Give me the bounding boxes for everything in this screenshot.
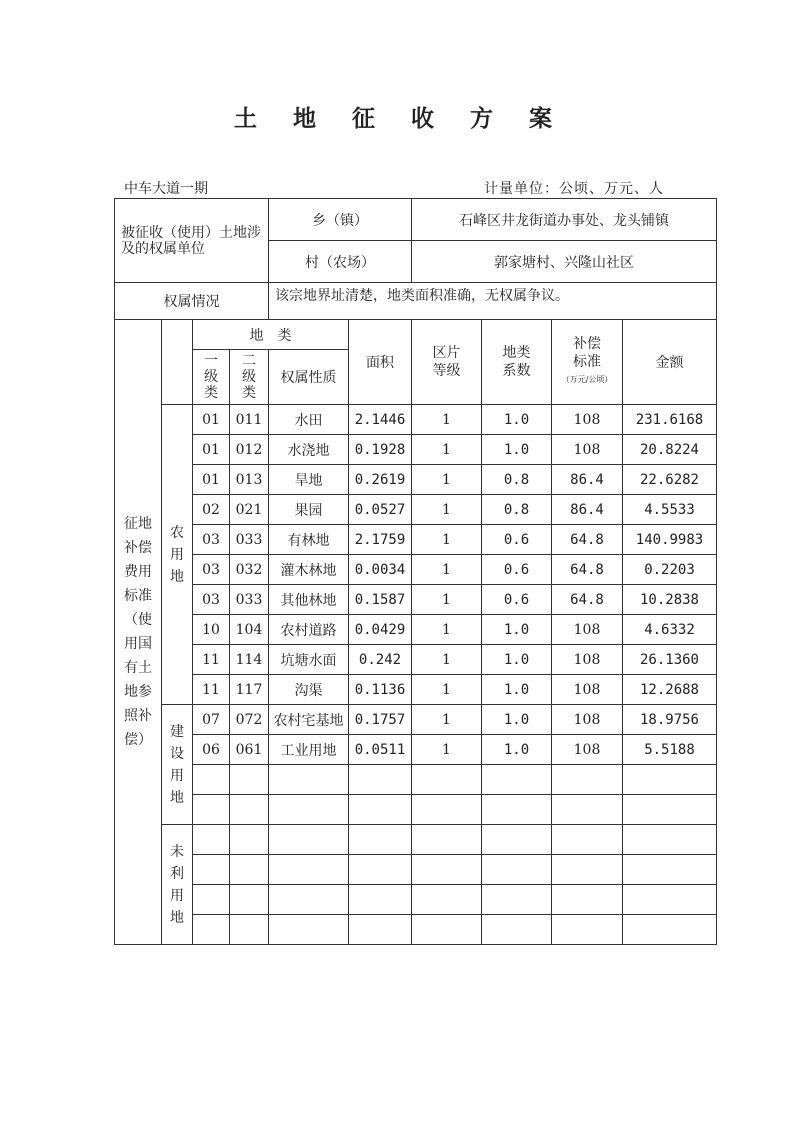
cell-amount: 4.5533 — [623, 495, 717, 525]
cell-std: 86.4 — [552, 495, 623, 525]
cell-level2: 013 — [230, 465, 269, 495]
cell-area: 0.0034 — [349, 555, 412, 585]
table-row — [115, 405, 717, 435]
empty-row — [115, 915, 717, 945]
group-char: 设 — [170, 745, 184, 762]
group-agricultural — [162, 405, 193, 705]
cell-name: 果园 — [269, 495, 349, 525]
cell-grade: 1 — [412, 615, 482, 645]
group-construction — [162, 705, 193, 825]
group-char: 地 — [170, 568, 184, 585]
document-title: 土 地 征 收 方 案 — [233, 105, 567, 132]
header-zone-grade — [412, 320, 482, 405]
cell-area: 0.2619 — [349, 465, 412, 495]
cell-area: 0.242 — [349, 645, 412, 675]
header-blank — [162, 320, 193, 405]
cell-level2: 033 — [230, 585, 269, 615]
header-coefficient — [482, 320, 552, 405]
cell-grade: 1 — [412, 645, 482, 675]
cell-coef: 0.6 — [482, 525, 552, 555]
cell-name: 工业用地 — [269, 735, 349, 765]
cell-amount: 0.2203 — [623, 555, 717, 585]
group-char: 用 — [170, 546, 184, 563]
cell-coef: 0.6 — [482, 585, 552, 615]
cell-name: 有林地 — [269, 525, 349, 555]
cell-std: 64.8 — [552, 585, 623, 615]
cell-amount: 18.9756 — [623, 705, 717, 735]
cell-std: 108 — [552, 615, 623, 645]
cell-name: 水浇地 — [269, 435, 349, 465]
table-row — [115, 645, 717, 675]
empty-row — [115, 855, 717, 885]
header-text: 一 — [204, 353, 218, 369]
cell-level1: 01 — [193, 435, 230, 465]
cell-area: 0.0527 — [349, 495, 412, 525]
cell-level1: 01 — [193, 405, 230, 435]
group-char: 利 — [170, 865, 184, 882]
table-row — [115, 465, 717, 495]
group-char: 农 — [170, 524, 184, 541]
cell-name: 其他林地 — [269, 585, 349, 615]
cell-coef: 1.0 — [482, 615, 552, 645]
header-level1 — [193, 350, 230, 405]
cell-amount: 5.5188 — [623, 735, 717, 765]
header-text: 补偿 — [573, 336, 601, 352]
cell-level1: 03 — [193, 585, 230, 615]
ownership-unit-label: 被征收（使用）土地涉及的权属单位 — [115, 199, 269, 283]
cell-area: 2.1446 — [349, 405, 412, 435]
cell-coef: 0.8 — [482, 465, 552, 495]
cell-std: 108 — [552, 645, 623, 675]
section-char: 地参 — [124, 684, 152, 700]
header-text: 二 — [242, 353, 256, 369]
section-char: 有土 — [124, 660, 152, 676]
cell-level2: 033 — [230, 525, 269, 555]
header-area: 面积 — [349, 320, 412, 405]
cell-std: 86.4 — [552, 465, 623, 495]
header-standard — [552, 320, 623, 405]
group-char: 用 — [170, 887, 184, 904]
cell-grade: 1 — [412, 525, 482, 555]
cell-name: 旱地 — [269, 465, 349, 495]
group-unused — [162, 825, 193, 945]
cell-grade: 1 — [412, 465, 482, 495]
section-char: 用国 — [124, 636, 152, 652]
group-char: 未 — [170, 843, 184, 860]
cell-area: 0.0429 — [349, 615, 412, 645]
cell-level2: 117 — [230, 675, 269, 705]
group-char: 地 — [170, 909, 184, 926]
cell-area: 0.0511 — [349, 735, 412, 765]
header-text: 地类 — [502, 345, 531, 361]
cell-amount: 4.6332 — [623, 615, 717, 645]
cell-coef: 0.8 — [482, 495, 552, 525]
cell-std: 108 — [552, 675, 623, 705]
cell-level1: 10 — [193, 615, 230, 645]
empty-row — [115, 825, 717, 855]
header-unit: （万元/公顷） — [561, 375, 613, 384]
header-land-type: 地 类 — [193, 320, 349, 350]
cell-level1: 11 — [193, 645, 230, 675]
cell-grade: 1 — [412, 735, 482, 765]
cell-level1: 06 — [193, 735, 230, 765]
township-value: 石峰区井龙街道办事处、龙头铺镇 — [412, 199, 717, 241]
table-row — [115, 615, 717, 645]
cell-amount: 22.6282 — [623, 465, 717, 495]
cell-level2: 104 — [230, 615, 269, 645]
section-char: 费用 — [124, 564, 152, 580]
cell-amount: 20.8224 — [623, 435, 717, 465]
cell-level2: 012 — [230, 435, 269, 465]
cell-name: 水田 — [269, 405, 349, 435]
cell-coef: 0.6 — [482, 555, 552, 585]
township-label: 乡（镇） — [269, 199, 412, 241]
table-row — [115, 555, 717, 585]
cell-std: 108 — [552, 705, 623, 735]
unit-note: 计量单位：公顷、万元、人 — [484, 181, 664, 197]
cell-amount: 10.2838 — [623, 585, 717, 615]
cell-area: 0.1136 — [349, 675, 412, 705]
cell-area: 0.1757 — [349, 705, 412, 735]
cell-amount: 231.6168 — [623, 405, 717, 435]
section-char: （使 — [124, 612, 152, 628]
cell-amount: 140.9983 — [623, 525, 717, 555]
group-char: 地 — [170, 789, 184, 806]
ownership-status-label: 权属情况 — [115, 283, 269, 320]
cell-grade: 1 — [412, 495, 482, 525]
cell-name: 沟渠 — [269, 675, 349, 705]
village-value: 郭家塘村、兴隆山社区 — [412, 241, 717, 283]
cell-level2: 021 — [230, 495, 269, 525]
cell-level1: 01 — [193, 465, 230, 495]
cell-area: 0.1928 — [349, 435, 412, 465]
cell-level1: 03 — [193, 525, 230, 555]
cell-level2: 061 — [230, 735, 269, 765]
section-char: 照补 — [124, 708, 152, 724]
cell-coef: 1.0 — [482, 675, 552, 705]
cell-std: 108 — [552, 405, 623, 435]
project-name: 中车大道一期 — [124, 181, 208, 197]
section-char: 征地 — [124, 516, 152, 532]
cell-name: 农村宅基地 — [269, 705, 349, 735]
cell-level1: 03 — [193, 555, 230, 585]
header-text: 类 — [242, 385, 256, 401]
table-row — [115, 495, 717, 525]
cell-std: 64.8 — [552, 555, 623, 585]
empty-row — [115, 885, 717, 915]
village-label: 村（农场） — [269, 241, 412, 283]
cell-level2: 072 — [230, 705, 269, 735]
cell-grade: 1 — [412, 675, 482, 705]
cell-coef: 1.0 — [482, 735, 552, 765]
cell-grade: 1 — [412, 585, 482, 615]
table-row — [115, 435, 717, 465]
group-char: 建 — [170, 723, 184, 740]
ownership-status-value: 该宗地界址清楚，地类面积准确，无权属争议。 — [269, 283, 717, 320]
empty-row — [115, 765, 717, 795]
group-char: 用 — [170, 767, 184, 784]
cell-area: 0.1587 — [349, 585, 412, 615]
header-text: 区片 — [432, 345, 461, 361]
table-row — [115, 705, 717, 735]
cell-grade: 1 — [412, 435, 482, 465]
header-text: 类 — [204, 385, 218, 401]
cell-grade: 1 — [412, 405, 482, 435]
cell-level2: 011 — [230, 405, 269, 435]
header-level2 — [230, 350, 269, 405]
section-char: 偿） — [124, 732, 152, 748]
cell-std: 64.8 — [552, 525, 623, 555]
header-amount: 金额 — [623, 320, 717, 405]
table-row — [115, 585, 717, 615]
cell-level2: 114 — [230, 645, 269, 675]
cell-level1: 07 — [193, 705, 230, 735]
cell-std: 108 — [552, 435, 623, 465]
section-char: 补偿 — [124, 540, 152, 556]
cell-grade: 1 — [412, 555, 482, 585]
header-text: 级 — [204, 369, 218, 385]
header-text: 标准 — [573, 354, 601, 370]
table-row — [115, 735, 717, 765]
header-text: 等级 — [432, 363, 461, 379]
empty-row — [115, 795, 717, 825]
cell-level1: 11 — [193, 675, 230, 705]
cell-amount: 26.1360 — [623, 645, 717, 675]
cell-amount: 12.2688 — [623, 675, 717, 705]
cell-level1: 02 — [193, 495, 230, 525]
table-row — [115, 675, 717, 705]
compensation-section-label — [115, 320, 162, 945]
cell-name: 农村道路 — [269, 615, 349, 645]
section-char: 标准 — [124, 588, 152, 604]
cell-std: 108 — [552, 735, 623, 765]
cell-coef: 1.0 — [482, 435, 552, 465]
header-text: 级 — [242, 369, 256, 385]
cell-area: 2.1759 — [349, 525, 412, 555]
header-ownership-nature: 权属性质 — [269, 350, 349, 405]
cell-name: 坑塘水面 — [269, 645, 349, 675]
cell-name: 灌木林地 — [269, 555, 349, 585]
cell-grade: 1 — [412, 705, 482, 735]
cell-coef: 1.0 — [482, 405, 552, 435]
cell-level2: 032 — [230, 555, 269, 585]
cell-coef: 1.0 — [482, 705, 552, 735]
table-row — [115, 525, 717, 555]
cell-coef: 1.0 — [482, 645, 552, 675]
land-acquisition-table — [114, 198, 717, 945]
header-text: 系数 — [502, 363, 531, 379]
